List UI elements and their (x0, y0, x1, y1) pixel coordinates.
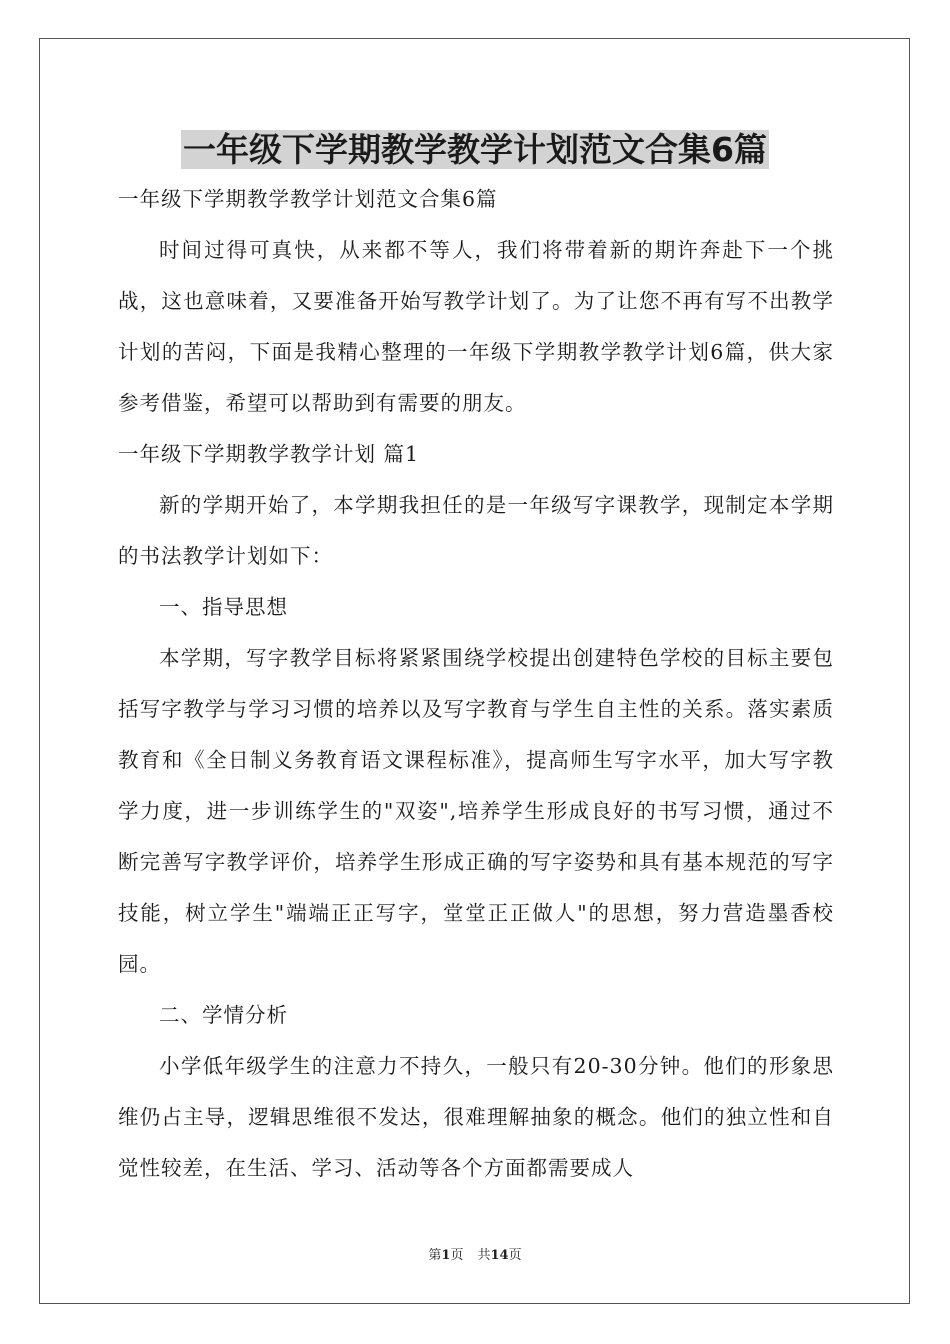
page-footer (0, 1247, 950, 1265)
total-suffix: 页 (508, 1248, 522, 1263)
paragraph-subtitle: 一年级下学期教学教学计划范文合集6篇 (118, 187, 498, 211)
page-prefix: 第 (428, 1248, 442, 1263)
total-prefix: 共 (477, 1248, 491, 1263)
heading-student-analysis: 二、学情分析 (159, 1003, 288, 1027)
page-current: 1 (441, 1248, 451, 1263)
paragraph-part1-intro: 新的学期开始了，本学期我担任的是一年级写字课教学，现制定本学期的书法教学计划如下： (118, 493, 834, 568)
section-heading-part1: 一年级下学期教学教学计划 篇1 (118, 442, 420, 466)
document-body (118, 174, 834, 1194)
page-total: 14 (490, 1248, 509, 1263)
heading-guiding-ideology: 一、指导思想 (159, 595, 288, 619)
document-title-text: 一年级下学期教学教学计划范文合集6篇 (183, 130, 767, 169)
paragraph-intro: 时间过得可真快，从来都不等人，我们将带着新的期许奔赴下一个挑战，这也意味着，又要准备开始写教学计划了。为了让您不再有写不出教学计划的苦闷，下面是我精心整理的一年级下学期教学教学计划6篇，供大家参考借鉴，希望可以帮助到有需要的朋友。 (118, 238, 834, 415)
document-title (0, 126, 950, 174)
paragraph-guiding-ideology: 本学期，写字教学目标将紧紧围绕学校提出创建特色学校的目标主要包括写字教学与学习习惯的培养以及写字教育与学生自主性的关系。落实素质教育和《全日制义务教育语文课程标准》，提高师生写字水平，加大写字教学力度，进一步训练学生的"双姿",培养学生形成良好的书写习惯，通过不断完善写字教学评价，培养学生形成正确的写字姿势和具有基本规范的写字技能，树立学生"端端正正写字，堂堂正正做人"的思想，努力营造墨香校园。 (118, 646, 834, 976)
paragraph-student-analysis: 小学低年级学生的注意力不持久，一般只有20-30分钟。他们的形象思维仍占主导，逻辑思维很不发达，很难理解抽象的概念。他们的独立性和自觉性较差，在生活、学习、活动等各个方面都需要成人 (118, 1054, 834, 1180)
page-suffix: 页 (450, 1248, 464, 1263)
